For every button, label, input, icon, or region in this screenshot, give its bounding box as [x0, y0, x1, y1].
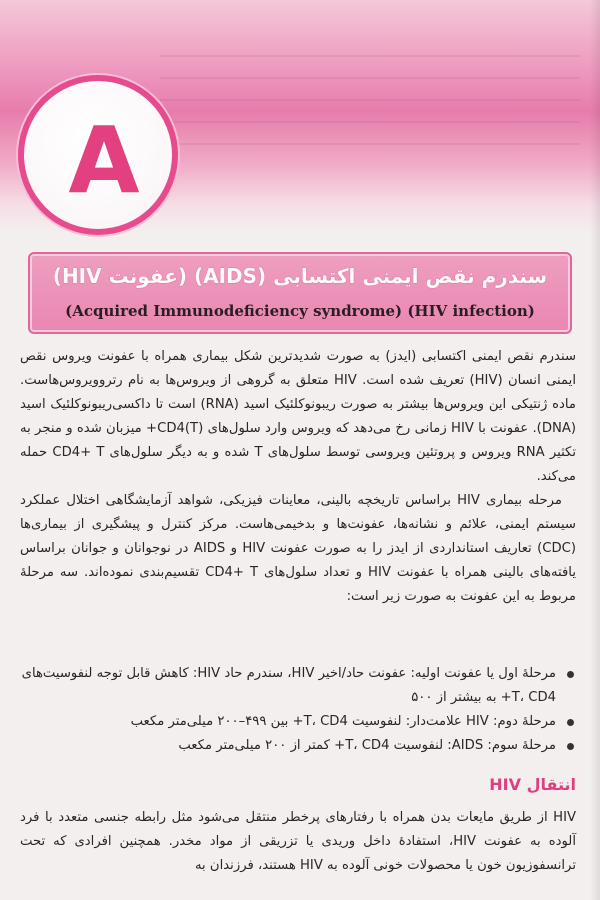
page-edge-shadow — [590, 0, 600, 900]
paragraph-staging: مرحله بیماری HIV براساس تاریخچه بالینی، معاینات فیزیکی، شواهد آزمایشگاهی اختلال عملکرد سیستم ایمنی، علائم و نشانه‌ها، عفونت‌ها و بدخیمی‌هاست. مرکز کنترل و پیشگیری از بیماری‌ها (CDC) تعاریف استانداردی از ایدز را به صورت عفونت HIV و AIDS در نوجوانان و جوانان براساس یافته‌های بالینی همراه با عفونت HIV و تعداد سلول‌های CD4+ T تقسیم‌بندی نموده‌اند. سه مرحلهٔ مربوط به این عفونت به صورت زیر است: — [20, 493, 576, 604]
bullet-icon — [567, 671, 574, 678]
bleed-through-text — [160, 55, 580, 165]
stage-text: مرحلهٔ دوم: HIV علامت‌دار: لنفوسیت T، CD4+ بین ۴۹۹–۲۰۰ میلی‌متر مکعب — [130, 714, 556, 729]
bullet-icon — [567, 743, 574, 750]
transmission-text-block — [20, 806, 576, 878]
chapter-letter-badge — [18, 75, 178, 235]
paragraph-definition: سندرم نقص ایمنی اکتسابی (ایدز) به صورت شدیدترین شکل بیماری همراه با عفونت ویروس نقص ایمنی انسان (HIV) تعریف شده است. HIV متعلق به گروهی از ویروس‌ها به نام رتروویروس‌هاست. ماده ژنتیکی این ویروس‌ها بیشتر به صورت ریبونوکلئیک اسید (RNA) است تا داکسی‌ریبونوکلئیک اسید (DNA). عفونت با HIV زمانی رخ می‌دهد که ویروس وارد سلول‌های (T)CD4+ میزبان شده و منجر به تکثیر RNA ویروس و پروتئین ویروسی توسط سلول‌های T شده و به دیگر سلول‌های CD4+ T حمله می‌کند. — [20, 349, 577, 484]
list-item — [20, 710, 576, 734]
transmission-heading: انتقال HIV — [489, 775, 576, 794]
intro-text — [20, 345, 576, 609]
section-title-persian: سندرم نقص ایمنی اکتسابی (AIDS) (عفونت HIV) — [52, 264, 548, 288]
chapter-letter: A — [68, 107, 140, 214]
section-title-box — [28, 252, 572, 334]
stage-list — [20, 662, 576, 758]
section-title-english: (Acquired Immunodeficiency syndrome) (HIV infection) — [65, 302, 535, 320]
bullet-icon — [567, 719, 574, 726]
list-item — [20, 662, 576, 710]
stage-text: مرحلهٔ اول یا عفونت اولیه: عفونت حاد/اخیر HIV، سندرم حاد HIV: کاهش قابل توجه لنفوسیت‌های T، CD4+ به بیشتر از ۵۰۰ — [21, 666, 556, 705]
list-item — [20, 734, 576, 758]
stage-text: مرحلهٔ سوم: AIDS: لنفوسیت T، CD4+ کمتر از ۲۰۰ میلی‌متر مکعب — [178, 738, 556, 753]
paragraph-transmission: HIV از طریق مایعات بدن همراه با رفتارهای پرخطر منتقل می‌شود مثل رابطه جنسی متعدد با فرد آلوده به عفونت HIV، استفادهٔ داخل وریدی یا تزریقی از مواد مخدر. همچنین افرادی که تحت ترانسفوزیون خون یا محصولات خونی آلوده به HIV هستند، فرزندان به — [20, 810, 576, 873]
